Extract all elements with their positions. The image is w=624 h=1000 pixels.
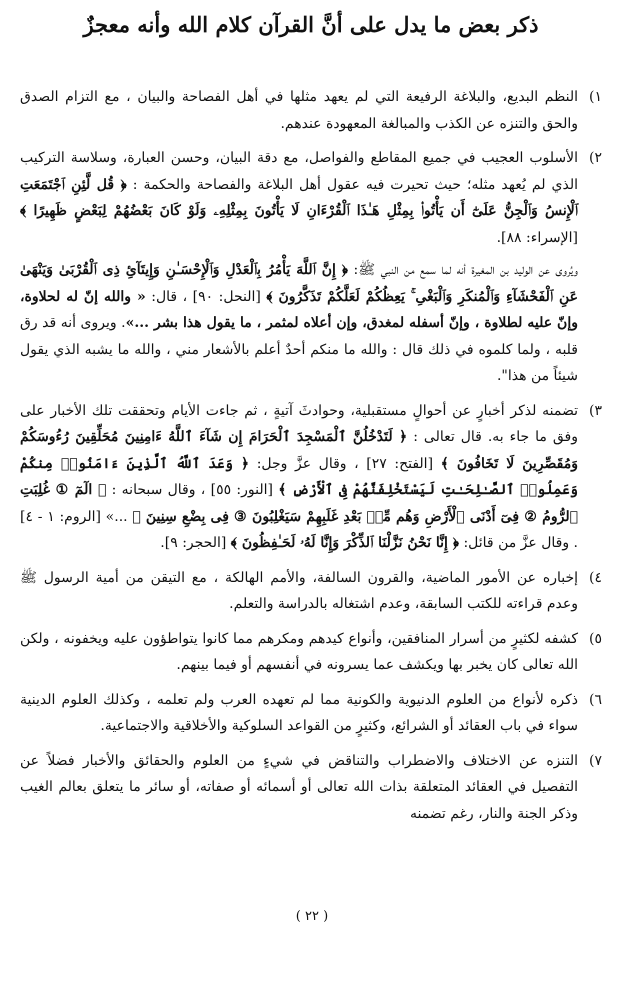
- quran-verse: ﴿ إِنَّ ٱللَّهَ يَأْمُرُ بِٱلْعَدْلِ وَٱلْإِحْسَـٰنِ وَإِيتَآئِ ذِى ٱلْقُرْبَىٰ وَيَنْهَىٰ عَنِ ٱلْفَحْشَآءِ وَٱلْمُنكَرِ وَٱلْبَغْىِ ۚ يَعِظُكُمْ لَعَلَّكُمْ تَذَكَّرُونَ ﴾: [20, 262, 578, 305]
- item-paragraph: [20, 398, 578, 557]
- quran-verse: ﴿ إِنَّا نَحْنُ نَزَّلْنَا ٱلذِّكْرَ وَإِنَّا لَهُۥ لَحَـٰفِظُونَ ﴾: [230, 535, 459, 551]
- page-title: ذكر بعض ما يدل على أنَّ القرآن كلام الله وأنه معجزٌ: [83, 12, 539, 37]
- item-number: ١): [589, 89, 602, 105]
- item-paragraph: [20, 565, 578, 618]
- body-text: [النحل: ٩٠] ، قال:: [145, 288, 267, 305]
- list-item: [20, 748, 602, 828]
- item-body: [20, 748, 578, 828]
- list-item: [20, 84, 602, 137]
- body-text: إخباره عن الأمور الماضية، والقرون السالفة، والأمم الهالكة ، مع التيقن من أمية الرسول ﷺ وعدم قراءته للكتب السابقة، وعدم اشتغاله بالدراسة والتعلم.: [20, 569, 578, 612]
- body-text: ...» [الروم: ١ - ٤] . وقال عزَّ من قائل:: [20, 508, 578, 551]
- item-number: ٧): [589, 752, 602, 769]
- item-number: ٦): [589, 691, 602, 708]
- list-item: [20, 398, 602, 557]
- numbered-list: [20, 84, 602, 827]
- item-body: [20, 687, 578, 740]
- body-text: الأسلوب العجيب في جميع المقاطع والفواصل، مع دقة البيان، وحسن العبارة، وسلاسة التركيب الذي لم يُعهد مثله؛ حيث تحيرت فيه عقول أهل البلاغة والفصاحة والحكمة :: [20, 150, 578, 193]
- body-text: . ويروى أنه قد رق قلبه ، ولما كلموه في ذلك قال : والله ما منكم أحدٌ أعلم بالأشعار مني ، والله ما يشبه الذي يقول شيئاً من هذا".: [20, 315, 578, 384]
- quran-verse: ﴿ الٓمٓ ① غُلِبَتِ ٱلرُّومُ ② فِىٓ أَدْنَى ٱلْأَرْضِ وَهُم مِّنۢ بَعْدِ غَلَبِهِمْ سَيَغْلِبُونَ ③ فِى بِضْعِ سِنِينَ ﴾: [20, 482, 578, 525]
- list-item: [20, 687, 602, 740]
- item-paragraph: [20, 257, 578, 390]
- item-paragraph: [20, 84, 578, 137]
- item-number: ٢): [589, 150, 602, 166]
- list-item: [20, 145, 602, 390]
- body-text: التنزه عن الاختلاف والاضطراب والتناقض في شيءٍ من العلوم والحقائق والأخبار فضلاً عن التفصيل في العقائد المتعلقة بذات الله تعالى أو أسمائه أو صفاته، أو سائر ما يتعلق بعالم الغيب وذكر الجنة والنار، رغم تضمنه: [20, 752, 578, 822]
- item-number: ٥): [589, 630, 602, 647]
- item-body: [20, 398, 578, 557]
- body-text: [الإسراء: ٨٨].: [496, 229, 578, 246]
- body-text: تضمنه لذكر أخبارٍ عن أحوالٍ مستقبلية، وحوادثَ آتيةٍ ، ثم جاءت الأيام وتحققت تلك الأخبار على وفق ما جاء به. قال تعالى :: [20, 402, 578, 445]
- item-paragraph: [20, 626, 578, 679]
- quran-verse: ﴿ لَتَدْخُلُنَّ ٱلْمَسْجِدَ ٱلْحَرَامَ إِن شَآءَ ٱللَّهُ ءَامِنِينَ مُحَلِّقِينَ رُءُوسَكُمْ وَمُقَصِّرِينَ لَا تَخَافُونَ ﴾: [20, 429, 579, 472]
- body-text: [النور: ٥٥] ، وقال سبحانه :: [106, 482, 279, 498]
- item-body: [20, 626, 578, 679]
- body-text: النظم البديع، والبلاغة الرفيعة التي لم يعهد مثلها في أهل الفصاحة والبيان ، مع التزام الصدق والحق والتنزه عن الكذب والمبالغة المعهودة عندهم.: [20, 89, 578, 132]
- body-text: ويُروى عن الوليد بن المغيرة أنه لما سمع من النبي ﷺ:: [348, 262, 578, 278]
- body-text: ذكره لأنواع من العلوم الدنيوية والكونية مما لم تعهده العرب ولم تعلمه ، وكذلك العلوم الدينية سواء في باب العقائد أو الشرائع، وكثيرٍ من القواعد السلوكية والأخلاقية والاجتماعية.: [20, 691, 578, 734]
- item-body: [20, 565, 578, 618]
- quran-verse: ﴿ قُل لَّئِنِ ٱجْتَمَعَتِ ٱلْإِنسُ وَٱلْجِنُّ عَلَىٰٓ أَن يَأْتُوا۟ بِمِثْلِ هَـٰذَا ٱلْقُرْءَانِ لَا يَأْتُونَ بِمِثْلِهِۦ وَلَوْ كَانَ بَعْضُهُمْ لِبَعْضٍ ظَهِيرًا ﴾: [20, 176, 578, 219]
- quoted-speech: « والله إنّ له لحلاوة، وإنّ عليه لطلاوة ، وإنّ أسفله لمغدق، وإن أعلاه لمثمر ، ما يقول هذا بشر ...»: [20, 288, 578, 331]
- item-number: ٤): [589, 569, 602, 586]
- list-item: [20, 626, 602, 679]
- body-text: [الفتح: ٢٧] ، وقال عزَّ وجل:: [249, 455, 441, 472]
- body-text: كشفه لكثيرٍ من أسرار المنافقين، وأنواع كيدهم ومكرهم مما كانوا يتواطؤون عليه ويخفونه ، ولكن الله تعالى كان يخبر بها ويكشف عما يسرونه في أنفسهم أو فيما بينهم.: [20, 630, 578, 673]
- quran-verse: ﴿ وَعَدَ ٱللَّهُ ٱلَّذِينَ ءَامَنُوا۟ مِنكُمْ وَعَمِلُوا۟ ٱلصَّـٰلِحَـٰتِ لَيَسْتَخْلِفَنَّهُمْ فِى ٱلْأَرْضِ ﴾: [20, 455, 578, 498]
- body-text: [الحجر: ٩].: [160, 535, 231, 551]
- list-item: [20, 565, 602, 618]
- item-paragraph: [20, 145, 578, 251]
- page-number: ( ٢٢ ): [295, 909, 329, 924]
- item-paragraph: [20, 687, 578, 740]
- item-body: [20, 145, 578, 390]
- item-number: ٣): [589, 402, 602, 419]
- item-body: [20, 84, 578, 137]
- item-paragraph: [20, 748, 578, 828]
